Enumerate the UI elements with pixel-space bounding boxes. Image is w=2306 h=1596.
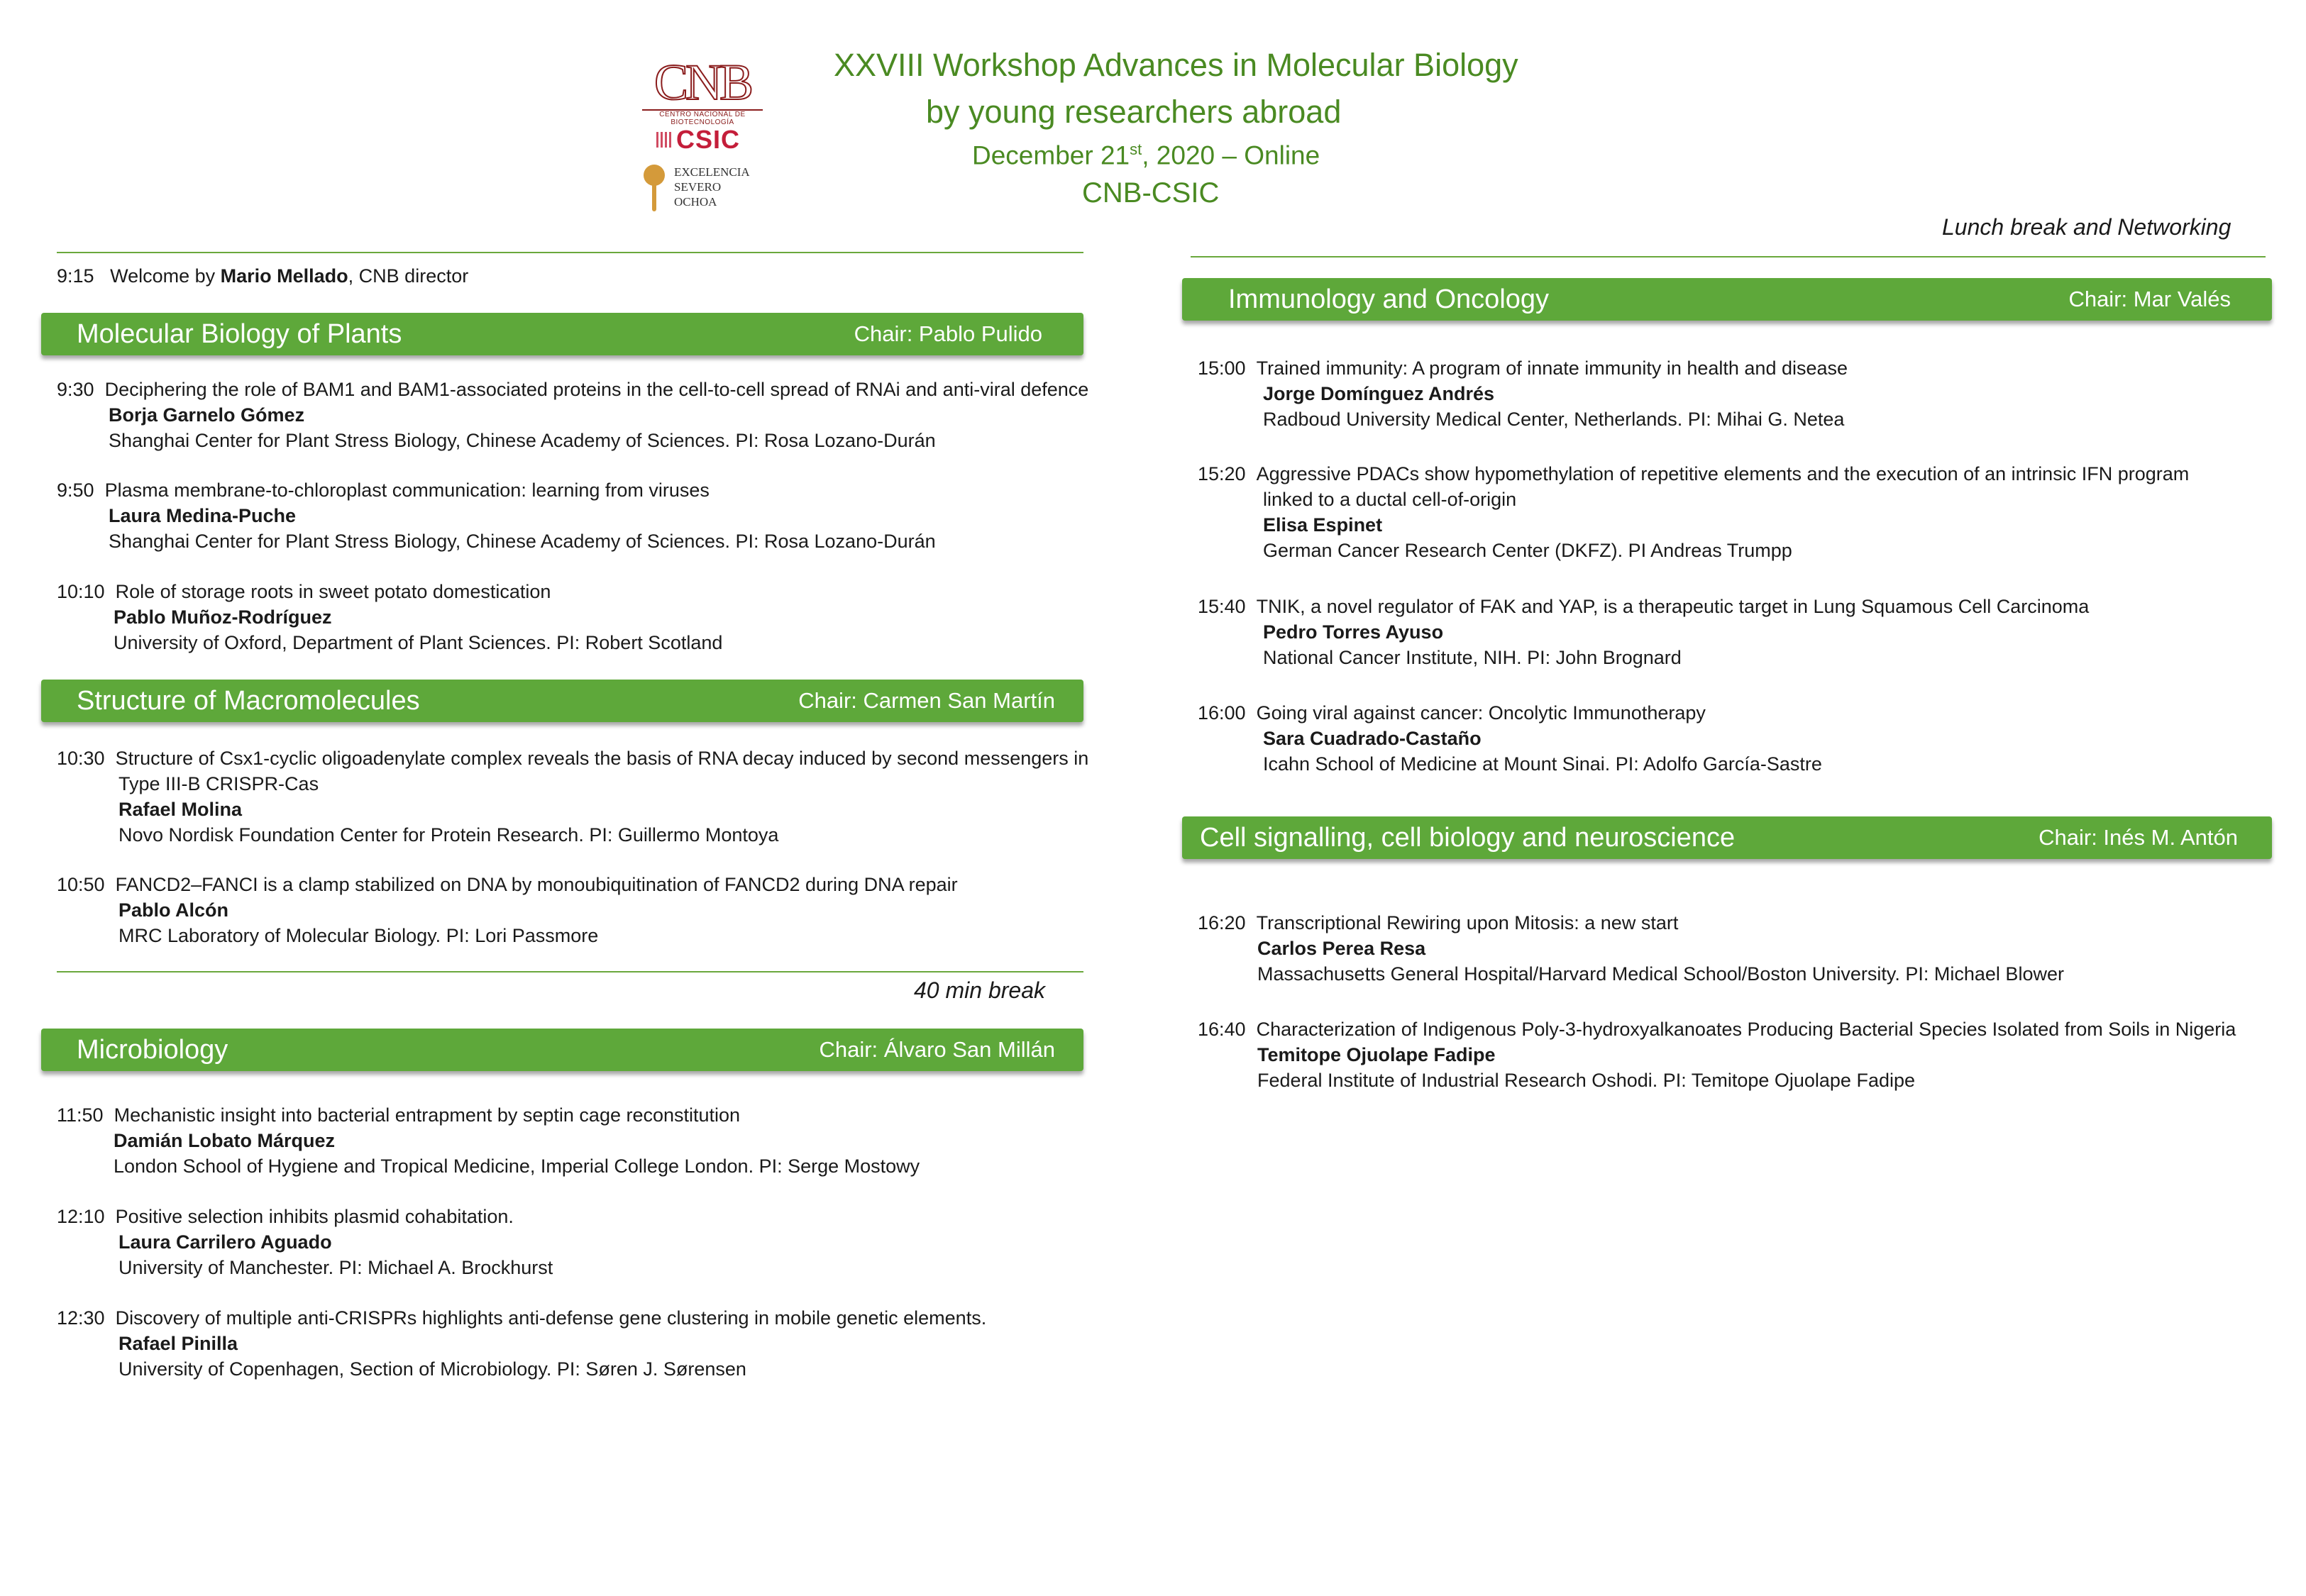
- talk-title: Structure of Csx1-cyclic oligoadenylate complex reveals the basis of RNA decay induced by second messengers in: [115, 748, 1089, 769]
- talk-title: FANCD2–FANCI is a clamp stabilized on DNA by monoubiquitination of FANCD2 during DNA repair: [115, 874, 958, 895]
- talk-speaker: Borja Garnelo Gómez: [109, 404, 305, 426]
- talk-item: [1198, 594, 2089, 670]
- talk-item: [1198, 700, 1822, 777]
- section-title: Immunology and Oncology: [1228, 284, 1550, 314]
- welcome-item: [57, 265, 468, 287]
- talk-time: 12:30: [57, 1307, 105, 1329]
- talk-speaker: Pablo Alcón: [118, 899, 229, 921]
- talk-title: Trained immunity: A program of innate immunity in health and disease: [1256, 358, 1848, 379]
- talk-item: [1198, 910, 2064, 987]
- talk-item: [57, 477, 936, 554]
- welcome-speaker: Mario Mellado: [220, 265, 348, 287]
- talk-title-continued: Type III-B CRISPR-Cas: [118, 773, 319, 794]
- talk-title-continued: linked to a ductal cell-of-origin: [1263, 489, 1517, 510]
- section-header-plants: [41, 313, 1083, 355]
- severo-ochoa-line: EXCELENCIA: [674, 165, 750, 179]
- severo-ochoa-line: SEVERO: [674, 180, 722, 194]
- section-title: Microbiology: [77, 1034, 228, 1065]
- talk-item: [57, 872, 958, 948]
- section-header-immunology: [1182, 278, 2272, 321]
- talk-item: [57, 377, 1088, 453]
- talk-affiliation: German Cancer Research Center (DKFZ). PI Andreas Trumpp: [1263, 540, 1792, 561]
- talk-title: Mechanistic insight into bacterial entrapment by septin cage reconstitution: [114, 1104, 741, 1126]
- talk-affiliation: London School of Hygiene and Tropical Medicine, Imperial College London. PI: Serge Mostowy: [114, 1156, 920, 1177]
- csic-logo-text: CSIC: [676, 125, 741, 154]
- talk-item: [57, 579, 722, 655]
- talk-affiliation: MRC Laboratory of Molecular Biology. PI: Lori Passmore: [118, 925, 599, 946]
- cnb-logo-mark: CNB: [653, 54, 751, 111]
- talk-item: [1198, 461, 2189, 563]
- talk-item: [1198, 1016, 2236, 1093]
- talk-affiliation: University of Copenhagen, Section of Microbiology. PI: Søren J. Sørensen: [118, 1358, 746, 1380]
- talk-title: Role of storage roots in sweet potato domestication: [115, 581, 551, 602]
- logo-group: [642, 54, 770, 220]
- talk-time: 10:50: [57, 874, 105, 895]
- talk-affiliation: University of Oxford, Department of Plant Sciences. PI: Robert Scotland: [114, 632, 723, 653]
- severo-ochoa-line: OCHOA: [674, 195, 717, 209]
- section-header-macromolecules: [41, 680, 1083, 722]
- talk-speaker: Pablo Muñoz-Rodríguez: [114, 606, 332, 628]
- talk-speaker: Laura Medina-Puche: [109, 505, 297, 526]
- talk-time: 15:20: [1198, 463, 1246, 484]
- talk-time: 11:50: [57, 1104, 104, 1126]
- csic-grid-icon: [656, 132, 672, 148]
- talk-title: TNIK, a novel regulator of FAK and YAP, is a therapeutic target in Lung Squamous Cell Carcinoma: [1256, 596, 2090, 617]
- talk-item: [1198, 355, 1848, 432]
- talk-title: Transcriptional Rewiring upon Mitosis: a new start: [1256, 912, 1679, 933]
- section-title: Structure of Macromolecules: [77, 685, 420, 716]
- talk-affiliation: Icahn School of Medicine at Mount Sinai. PI: Adolfo García-Sastre: [1263, 753, 1822, 775]
- talk-time: 15:40: [1198, 596, 1246, 617]
- talk-title: Discovery of multiple anti-CRISPRs highlights anti-defense gene clustering in mobile genetic elements.: [115, 1307, 987, 1329]
- break-rule: [57, 971, 1083, 972]
- left-header-rule: [57, 252, 1083, 253]
- talk-affiliation: Massachusetts General Hospital/Harvard Medical School/Boston University. PI: Michael Blower: [1257, 963, 2064, 985]
- talk-time: 9:50: [57, 480, 94, 501]
- welcome-role: , CNB director: [348, 265, 469, 287]
- talk-speaker: Carlos Perea Resa: [1257, 938, 1426, 959]
- workshop-subtitle: by young researchers abroad: [926, 94, 1342, 130]
- workshop-organizer: CNB-CSIC: [1082, 177, 1220, 209]
- talk-item: [57, 1102, 920, 1179]
- cnb-logo-subtitle: CENTRO NACIONAL DE BIOTECNOLOGÍA: [642, 109, 763, 126]
- talk-title: Going viral against cancer: Oncolytic Immunotherapy: [1256, 702, 1706, 724]
- section-chair: Chair: Inés M. Antón: [2039, 825, 2238, 850]
- talk-title: Characterization of Indigenous Poly-3-hydroxyalkanoates Producing Bacterial Species Isolated from Soils in Nigeria: [1256, 1019, 2236, 1040]
- talk-speaker: Rafael Pinilla: [118, 1333, 238, 1354]
- talk-time: 16:00: [1198, 702, 1246, 724]
- talk-speaker: Laura Carrilero Aguado: [118, 1231, 332, 1253]
- welcome-text: Welcome by: [110, 265, 221, 287]
- talk-affiliation: Radboud University Medical Center, Netherlands. PI: Mihai G. Netea: [1263, 409, 1845, 430]
- workshop-date: [972, 140, 1320, 170]
- welcome-time: 9:15: [57, 265, 94, 287]
- section-title: Cell signalling, cell biology and neuroscience: [1200, 822, 1736, 853]
- workshop-title: XXVIII Workshop Advances in Molecular Biology: [834, 47, 1518, 83]
- talk-affiliation: National Cancer Institute, NIH. PI: John Brognard: [1263, 647, 1682, 668]
- talk-title: Positive selection inhibits plasmid cohabitation.: [115, 1206, 514, 1227]
- severo-ochoa-icon-stem: [652, 183, 656, 211]
- date-rest: , 2020 – Online: [1142, 140, 1320, 170]
- break-label: 40 min break: [914, 977, 1045, 1003]
- severo-ochoa-text: [674, 165, 750, 209]
- talk-time: 15:00: [1198, 358, 1246, 379]
- talk-time: 10:30: [57, 748, 105, 769]
- talk-title: Plasma membrane-to-chloroplast communication: learning from viruses: [104, 480, 710, 501]
- right-header-rule: [1191, 256, 2266, 257]
- talk-item: [57, 1204, 553, 1280]
- lunch-break-label: Lunch break and Networking: [1942, 214, 2231, 240]
- talk-speaker: Pedro Torres Ayuso: [1263, 621, 1444, 643]
- csic-logo: [656, 124, 763, 155]
- talk-time: 10:10: [57, 581, 105, 602]
- talk-affiliation: Shanghai Center for Plant Stress Biology, Chinese Academy of Sciences. PI: Rosa Lozano-Durán: [109, 531, 936, 552]
- section-title: Molecular Biology of Plants: [77, 318, 402, 349]
- talk-affiliation: Novo Nordisk Foundation Center for Protein Research. PI: Guillermo Montoya: [118, 824, 779, 846]
- talk-item: [57, 1305, 986, 1382]
- talk-time: 12:10: [57, 1206, 105, 1227]
- talk-time: 16:20: [1198, 912, 1246, 933]
- section-header-microbiology: [41, 1029, 1083, 1071]
- section-header-cell-signalling: [1182, 816, 2272, 859]
- talk-title: Aggressive PDACs show hypomethylation of repetitive elements and the execution of an intrinsic IFN program: [1256, 463, 2190, 484]
- talk-affiliation: Shanghai Center for Plant Stress Biology, Chinese Academy of Sciences. PI: Rosa Lozano-Durán: [109, 430, 936, 451]
- talk-item: [57, 746, 1088, 848]
- talk-speaker: Sara Cuadrado-Castaño: [1263, 728, 1482, 749]
- talk-time: 9:30: [57, 379, 94, 400]
- talk-speaker: Temitope Ojuolape Fadipe: [1257, 1044, 1496, 1065]
- date-ordinal: st: [1130, 140, 1142, 158]
- talk-speaker: Rafael Molina: [118, 799, 243, 820]
- section-chair: Chair: Álvaro San Millán: [819, 1037, 1055, 1062]
- talk-speaker: Elisa Espinet: [1263, 514, 1383, 536]
- talk-speaker: Jorge Domínguez Andrés: [1263, 383, 1495, 404]
- talk-title: Deciphering the role of BAM1 and BAM1-associated proteins in the cell-to-cell spread of RNAi and anti-viral defence: [104, 379, 1089, 400]
- talk-affiliation: Federal Institute of Industrial Research Oshodi. PI: Temitope Ojuolape Fadipe: [1257, 1070, 1916, 1091]
- section-chair: Chair: Pablo Pulido: [854, 321, 1042, 346]
- date-day: December 21: [972, 140, 1130, 170]
- talk-speaker: Damián Lobato Márquez: [114, 1130, 336, 1151]
- talk-time: 16:40: [1198, 1019, 1246, 1040]
- cnb-logo: [642, 54, 763, 126]
- talk-affiliation: University of Manchester. PI: Michael A. Brockhurst: [118, 1257, 553, 1278]
- section-chair: Chair: Mar Valés: [2068, 287, 2231, 311]
- section-chair: Chair: Carmen San Martín: [798, 688, 1055, 713]
- severo-ochoa-logo: [642, 162, 770, 218]
